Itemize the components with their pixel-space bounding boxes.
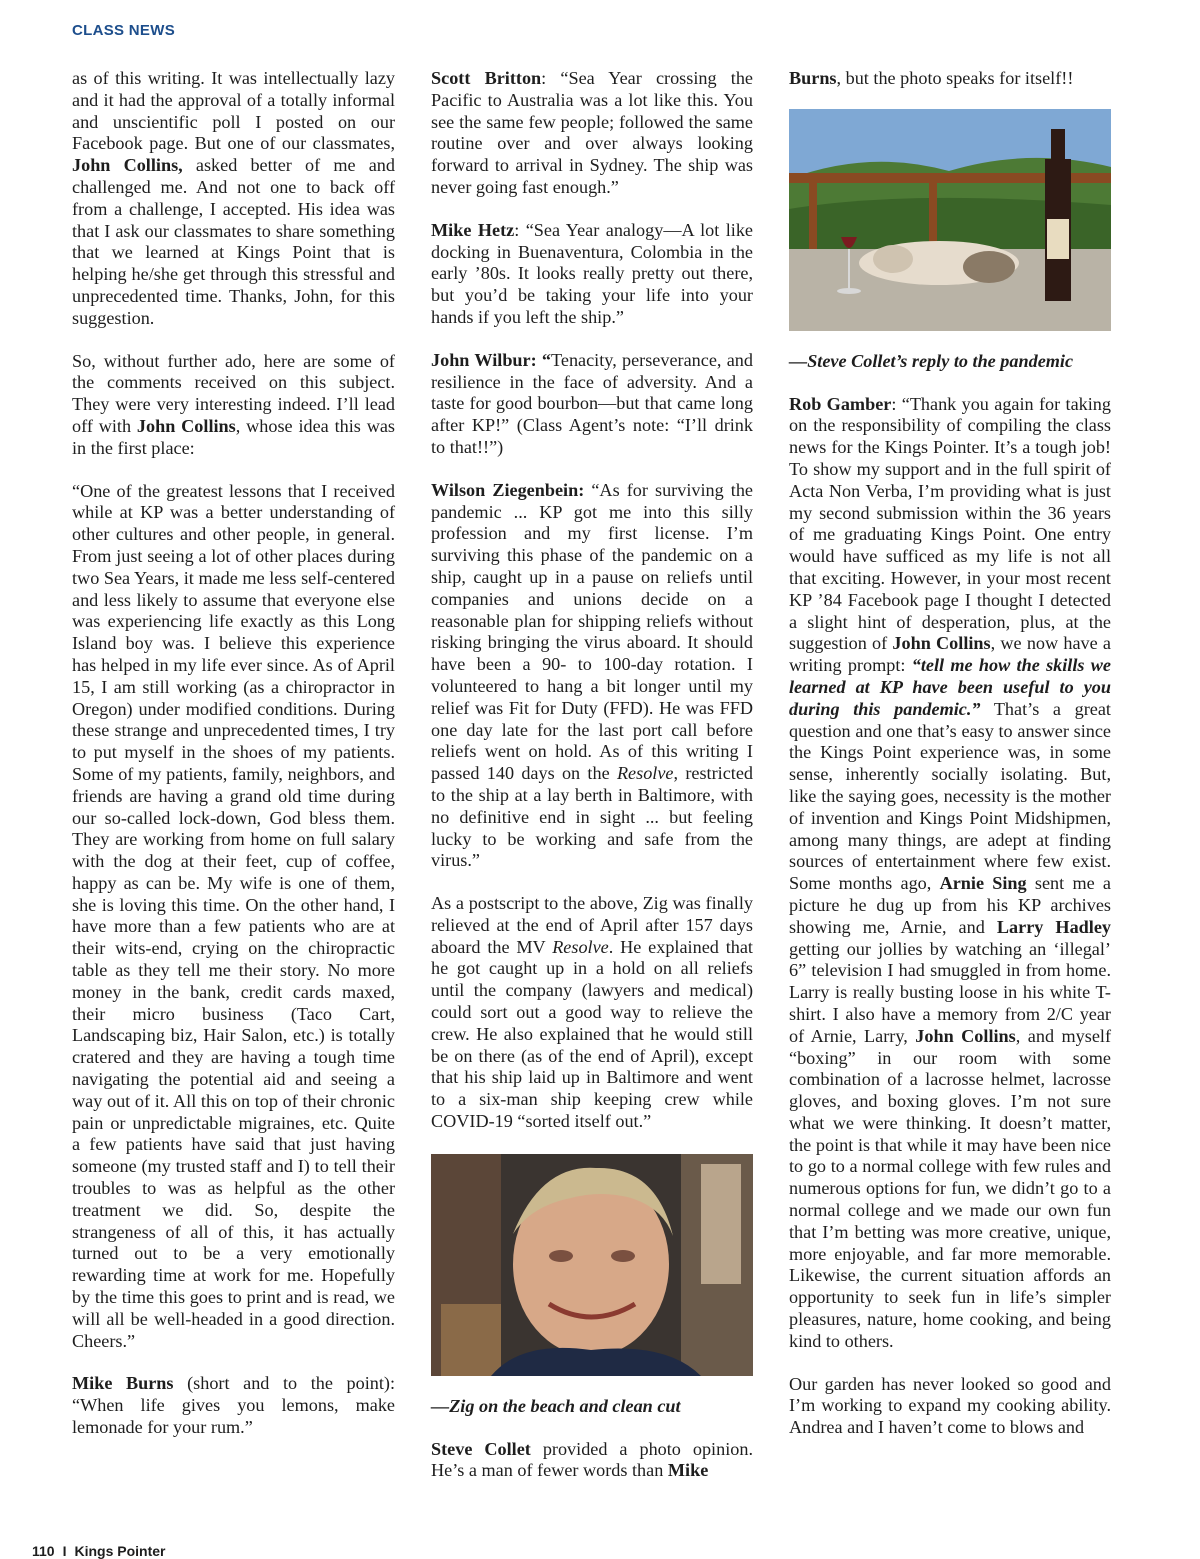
burns-continuation: Burns, but the photo speaks for itself!!	[789, 68, 1074, 88]
gamber-entry: Rob Gamber: “Thank you again for taking on the responsibility of compiling the class news for the Kings Pointer. It’s a tough job! To show my support and in the full spirit of Acta Non Verba, I’m providing what is just my second submission within the 36 years of me graduating Kings Point. One entry would have sufficed as my life is not all that exciting. However, in your most recent KP ’84 Facebook page I thought I detected a slight hint of desperation, plus, at the suggestion of John Collins, we now have a writing prompt: “tell me how the skills we learned at KP have been useful to you during this pandemic.” That’s a great question and one that’s easy to answer since the Kings Point experience was, in some sense, inherently socially isolating. But, like the saying goes, necessity is the mother of invention and Kings Point Midshipmen, among many things, are adept at finding sources of entertainment where few exist. Some months ago, Arnie Sing sent me a picture he dug up from his KP archives showing me, Arnie, and Larry Hadley getting our jollies by watching an ‘illegal’ 6” television I had smuggled in from home. Larry is really busting loose in his white T-shirt. I also have a memory from 2/C year of Arnie, Larry, John Collins, and myself “boxing” in our room with some combination of a lacrosse helmet, lacrosse gloves, and boxing gloves. I’m not sure what we were thinking. It doesn’t matter, the point is that while it may have been nice to go to a normal college with few rules and numerous options for fun, we didn’t go to a normal college and we made our own fun that I’m betting was more creative, unique, more enjoyable, and far more memorable. Likewise, the current situation affords an opportunity to seek fun in life’s simpler pleasures, nature, home cooking, and being kind to others.	[789, 393, 1112, 1351]
writing-prompt: “tell me how the skills we learned at KP have been useful to you during this pandemic.”	[789, 655, 1111, 719]
section-label: CLASS NEWS	[72, 22, 176, 39]
page-number: 110	[32, 1543, 55, 1559]
collins-quote: “One of the greatest lessons that I received while at KP was a better understanding of other cultures and other people, in general. From just seeing a lot of other places during two Sea Years, it made me less self-centered and less likely to assume that everyone else was experiencing life exactly as this Long Island boy was. I believe this experience has helped in my life ever since. As of April 15, I am still working (as a chiropractor in Oregon) under modified conditions. During these strange and unprecedented times, I try to put myself in the shoes of my patients. Some of my patients, family, neighbors, and friends are having a grand old time during our so-called lock-down, God bless them. They are working from home on full salary with the dog at their feet, cup of coffee, happy as can be. My wife is one of them, she is loving this time. On the other hand, I have more than a few patients who are at their wits-end, crying on the chiropractic table as they tell me their story. No more money in the bank, credit cards maxed, their micro business (Taco Cart, Landscaping biz, Hair Salon, etc.) is totally cratered and they are having a tough time navigating the potential aid and seeing a way out of it. All this on top of their chronic pain or unpredictable migraines, etc. Quite a few patients have said that just having someone (my trusted staff and I) to tell their troubles to was as helpful as the other treatment we did. So, despite the strangeness of all of this, it has actually turned out to be a very emotionally rewarding time at work for me. Hopefully by the time this goes to print and is read, we will all be well-headed in a good direction. Cheers.”	[72, 480, 395, 1351]
postscript-paragraph: As a postscript to the above, Zig was finally relieved at the end of April after 157 days aboard the MV Resolve. He explained that he got caught up in a hold on all reliefs until the company (lawyers and medical) could sort out a good way to relieve the crew. He also explained that he would still be on there (as of the end of April), except that his ship laid up in Baltimore and went to a six-man ship keeping crew while COVID-19 “sorted itself out.”	[431, 893, 753, 1132]
zig-photo-caption: —Zig on the beach and clean cut	[431, 1395, 681, 1416]
cat-wine-photo	[789, 109, 1111, 331]
column-1	[72, 68, 395, 1460]
wilbur-entry: John Wilbur: “Tenacity, perseverance, and resilience in the face of adversity. And a taste for good bourbon—but that came long after KP!” (Class Agent’s note: “I’ll drink to that!!”)	[431, 349, 753, 457]
name-john-collins: John Collins,	[72, 155, 183, 176]
collet-entry: Steve Collet provided a photo opinion. He’s a man of fewer words than Mike	[431, 1438, 753, 1481]
hetz-entry: Mike Hetz: “Sea Year analogy—A lot like docking in Buenaventura, Colombia in the early ’80s. It looks really pretty out there, but you’d be taking your life into your hands if you left the ship.”	[431, 219, 753, 327]
collet-photo-caption: —Steve Collet’s reply to the pandemic	[789, 350, 1074, 371]
burns-quote: Mike Burns (short and to the point): “When life gives you lemons, make lemonade for your rum.”	[72, 1373, 396, 1438]
footer-separator: I	[62, 1543, 67, 1559]
publication-name: Kings Pointer	[74, 1543, 166, 1559]
page-footer	[32, 1543, 166, 1559]
garden-paragraph: Our garden has never looked so good and I’m working to expand my cooking ability. Andrea and I haven’t come to blows and	[789, 1373, 1111, 1438]
paragraph-lead-off: So, without further ado, here are some of the comments received on this subject. They were very interesting indeed. I’ll lead off with John Collins, whose idea this was in the first place:	[72, 350, 395, 458]
zig-portrait-photo	[431, 1154, 753, 1376]
column-2	[431, 68, 753, 1482]
paragraph-intro: as of this writing. It was intellectually lazy and it had the approval of a totally informal and unscientific poll I posted on our Facebook page. But one of our classmates, John Collins, asked better of me and challenged me. And not one to back off from a challenge, I accepted. His idea was that I ask our classmates to share something that we learned at Kings Point that is helping he/she get through this stressful and unprecedented time. Thanks, John, for this suggestion.	[72, 68, 395, 328]
britton-entry: Scott Britton: “Sea Year crossing the Pacific to Australia was a lot like this. You see the same few people; followed the same routine over and over always looking forward to arrival in Sydney. The ship was never going fast enough.”	[431, 68, 753, 197]
ziegenbein-entry: Wilson Ziegenbein: “As for surviving the pandemic ... KP got me into this silly profession and my first license. I’m surviving this phase of the pandemic on a ship, caught up in a pause on reliefs until companies and unions decide on a reasonable plan for shipping reliefs without risking bringing the virus aboard. It should have been a 90- to 100-day rotation. I volunteered to hang a bit longer until my relief was Fit for Duty (FFD). He was FFD one day late for the last port call before reliefs went on hold. As of this writing I passed 140 days on the Resolve, restricted to the ship at a lay berth in Baltimore, with no definitive end in sight ... but feeling lucky to be working and safe from the virus.”	[431, 479, 754, 871]
column-3	[789, 68, 1111, 1439]
